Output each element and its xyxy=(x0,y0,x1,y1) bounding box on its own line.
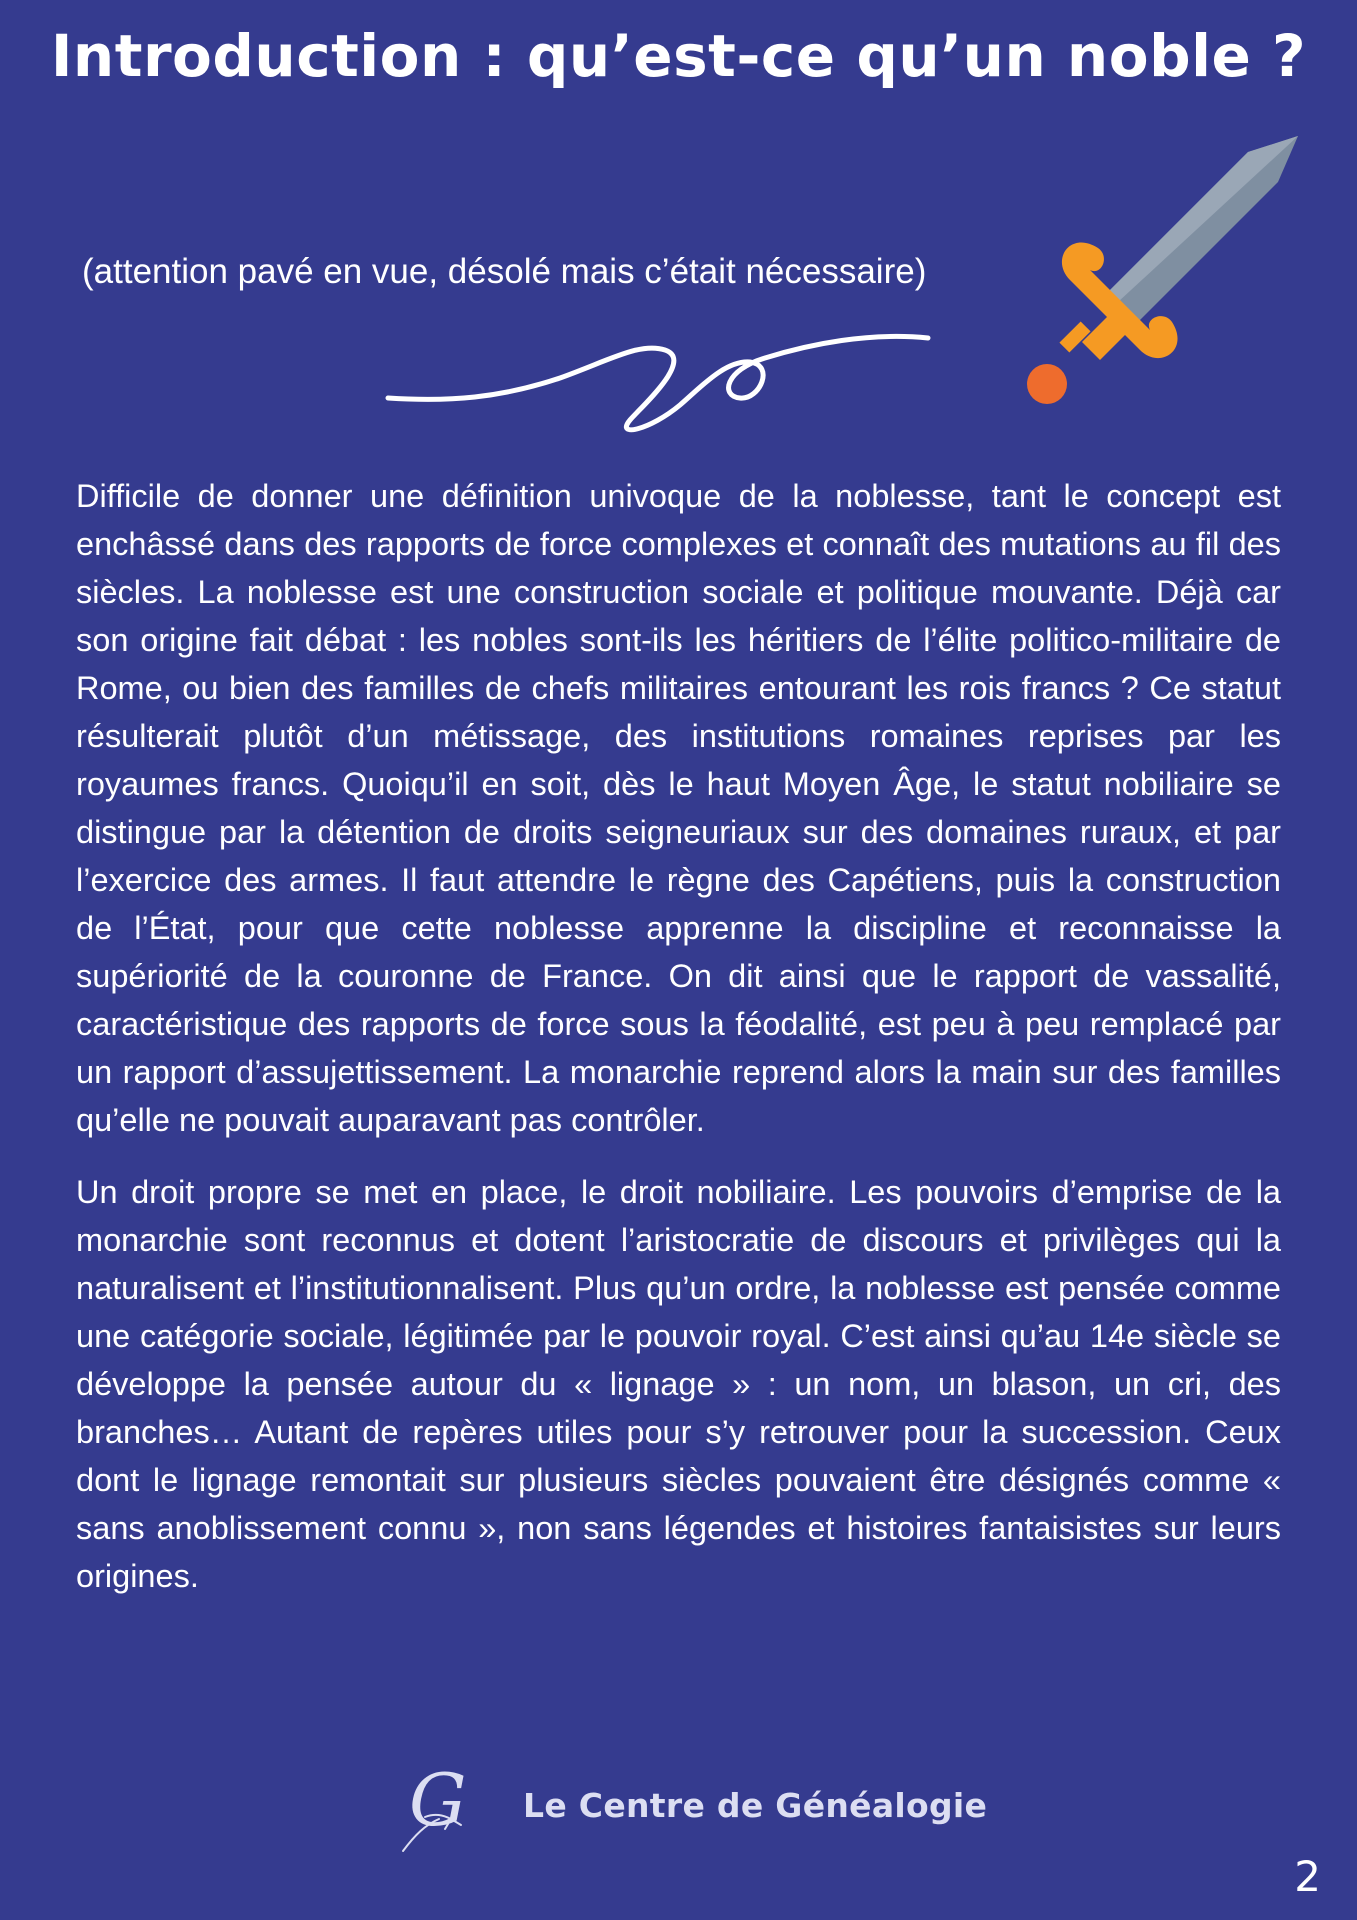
squiggle-icon xyxy=(380,320,940,440)
paragraph-1: Difficile de donner une définition univoque de la noblesse, tant le concept est enchâssé dans des rapports de force complexes et connaît des mutations au fil des siècles. La noblesse est une construction sociale et politique mouvante. Déjà car son origine fait débat : les nobles sont-ils les héritiers de l’élite politico-militaire de Rome, ou bien des familles de chefs militaires entourant les rois francs ? Ce statut résulterait plutôt d’un métissage, des institutions romaines reprises par les royaumes francs. Quoiqu’il en soit, dès le haut Moyen Âge, le statut nobiliaire se distingue par la détention de droits seigneuriaux sur des domaines ruraux, et par l’exercice des armes. Il faut attendre le règne des Capétiens, puis la construction de l’État, pour que cette noblesse apprenne la discipline et reconnaisse la supériorité de la couronne de France. On dit ainsi que le rapport de vassalité, caractéristique des rapports de force sous la féodalité, est peu à peu remplacé par un rapport d’assujettissement. La monarchie reprend alors la main sur des familles qu’elle ne pouvait auparavant pas contrôler. xyxy=(76,478,1281,1138)
page-title: Introduction : qu’est-ce qu’un noble ? xyxy=(50,22,1307,90)
body-text xyxy=(76,472,1281,1624)
logo-letter: G xyxy=(409,1758,467,1842)
page-number: 2 xyxy=(1294,1852,1321,1901)
paragraph-2: Un droit propre se met en place, le droit nobiliaire. Les pouvoirs d’emprise de la monarchie sont reconnus et dotent l’aristocratie de discours et privilèges qui la naturalisent et l’institutionnalisent. Plus qu’un ordre, la noblesse est pensée comme une catégorie sociale, légitimée par le pouvoir royal. C’est ainsi qu’au 14e siècle se développe la pensée autour du « lignage » : un nom, un blason, un cri, des branches… Autant de repères utiles pour s’y retrouver pour la succession. Ceux dont le lignage remontait sur plusieurs siècles pouvaient être désignés comme « sans anoblissement connu », non sans légendes et histoires fantaisistes sur leurs origines. xyxy=(76,1174,1281,1594)
footer xyxy=(395,1755,987,1855)
page-subtitle: (attention pavé en vue, désolé mais c’était nécessaire) xyxy=(82,252,927,291)
sword-icon xyxy=(1010,130,1310,430)
genealogy-logo-icon xyxy=(395,1755,485,1855)
brand-name: Le Centre de Généalogie xyxy=(523,1785,988,1825)
